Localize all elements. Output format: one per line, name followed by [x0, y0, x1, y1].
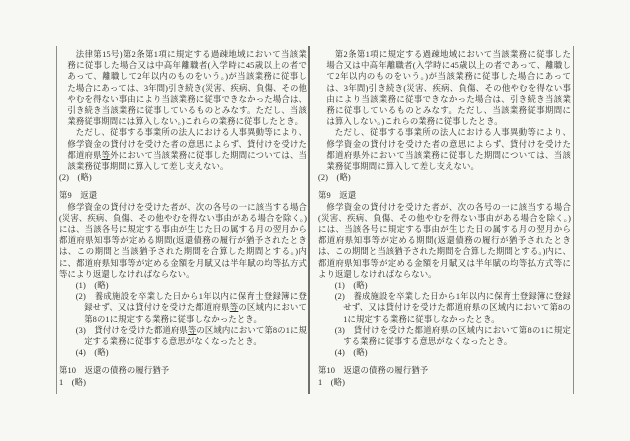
text-segment: (2) (略) [318, 173, 351, 183]
paragraph [59, 127, 307, 172]
section-heading [59, 190, 307, 201]
paragraph [59, 202, 307, 280]
list-item [59, 280, 307, 291]
list-item [59, 172, 307, 183]
text-segment: ただし、従事する事業所の法人における人事異動等により、修学資金の貸付けを受けた者の意思によらず、貸付けを受けた都道府県 [67, 128, 307, 160]
text-segment: 修学資金の貸付けを受けた者が、次の各号の一に該当する場合(災害、疾病、負傷、その他やむを得ない事由がある場合を除く。)には、当該各号に規定する事由が生じた日の属する月の翌月から都道府県知事等が定める期間(返還債務の履行が猶予されたときは、この期間と当該猶予された期間を合算した期間とする。)内に、都道府県知事等が定める金額を月賦又は半年賦の均等払方式等により返還しなければならない。 [318, 202, 571, 279]
text-segment: の区域内において第8の1に規定する業務に従事する意思がなくなったとき。 [84, 325, 307, 347]
section-heading [59, 365, 307, 376]
text-segment: (2) 養成施設を卒業した日から1年以内に保育士登録簿に登録せず、又は貸付けを受けた都道府県 [75, 292, 307, 313]
list-item [318, 172, 571, 183]
list-item [318, 347, 571, 358]
list-item [318, 280, 571, 291]
list-item [318, 291, 571, 325]
list-item [59, 325, 307, 347]
text-segment: 第9 返還 [318, 191, 357, 201]
revision-underline: 等 [187, 325, 197, 335]
text-segment: 外において当該業務に従事した期間については、当該業務従事期間に算入して差し支えない。 [67, 150, 307, 172]
text-segment: 第10 返還の債務の履行猶予 [318, 366, 429, 376]
text-segment: (1) (略) [75, 281, 109, 291]
section-heading [318, 365, 571, 376]
list-item [59, 347, 307, 358]
revision-column-right [310, 46, 574, 394]
text-segment: 1 (略) [318, 377, 346, 387]
text-segment: (3) 貸付けを受けた都道府県の区域内において第8の1に規定する業務に従事する意思がなくなったとき。 [334, 325, 571, 347]
text-segment: (2) 養成施設を卒業した日から1年以内に保育士登録簿に登録せず、又は貸付けを受けた都道府県の区域内において第8の1に規定する業務に従事しなかったとき。 [334, 292, 571, 324]
text-segment: (3) 貸付けを受けた都道府県 [75, 325, 188, 335]
list-item [59, 291, 307, 325]
text-segment: 第9 返還 [59, 191, 98, 201]
text-segment: 法律第15号)第2条第1項に規定する過疎地域において当該業務に従事した場合又は中高年離職者(入学時に45歳以上の者であって、離職して2年以内のものをいう。)が当該業務に従事した場合にあっては、3年間)引き続き(災害、疾病、負傷、その他やむを得ない事由により当該業務に従事できなかった場合は、引き続き当該業務に従事しているものとみなす。ただし、当該業務従事期間には算入しない。)これらの業務に従事したとき。 [67, 50, 307, 127]
row-spacer [59, 183, 307, 190]
list-item [59, 377, 307, 388]
text-segment: (2) (略) [59, 173, 92, 183]
paragraph [318, 127, 571, 172]
text-segment: (1) (略) [334, 281, 368, 291]
revision-underline: 等 [229, 303, 239, 313]
row-spacer [59, 358, 307, 365]
text-segment: 第2条第1項に規定する過疎地域において当該業務に従事した場合又は中高年離職者(入学時に45歳以上の者であって、離職して2年以内のものをいう。)が当該業務に従事した場合にあっては、3年間)引き続き(災害、疾病、負傷、その他やむを得ない事由により当該業務に従事できなかった場合は、引き続き当該業務に従事しているものとみなす。ただし、当該業務従事期間には算入しない。)これらの業務に従事したとき。 [326, 50, 571, 127]
section-heading [318, 190, 571, 201]
text-segment: 1 (略) [59, 377, 87, 387]
text-segment: ただし、従事する事業所の法人における人事異動等により、修学資金の貸付けを受けた者の意思によらず、貸付けを受けた都道府県外において当該業務に従事した期間については、当該業務従事期間に算入して差し支えない。 [326, 128, 571, 172]
revision-column-left [56, 46, 310, 394]
text-segment: の区域内において第8の1に規定する業務に従事しなかったとき。 [84, 303, 307, 324]
list-item [318, 325, 571, 347]
text-segment: (4) (略) [75, 348, 109, 358]
paragraph [318, 202, 571, 280]
comparison-table [56, 46, 574, 394]
paragraph [59, 49, 307, 127]
paragraph [318, 49, 571, 127]
revision-underline: 等 [101, 150, 111, 160]
text-segment: 修学資金の貸付けを受けた者が、次の各号の一に該当する場合(災害、疾病、負傷、その他やむを得ない事由がある場合を除く。)には、当該各号に規定する事由が生じた日の属する月の翌月から都道府県知事等が定める期間(返還債務の履行が猶予されたときは、この期間と当該猶予された期間を合算した期間とする。)内に、都道府県知事等が定める金額を月賦又は半年賦の均等払方式等により返還しなければならない。 [59, 202, 307, 279]
row-spacer [318, 358, 571, 365]
list-item [318, 377, 571, 388]
text-segment: 第10 返還の債務の履行猶予 [59, 366, 170, 376]
row-spacer [318, 183, 571, 190]
text-segment: (4) (略) [334, 348, 368, 358]
